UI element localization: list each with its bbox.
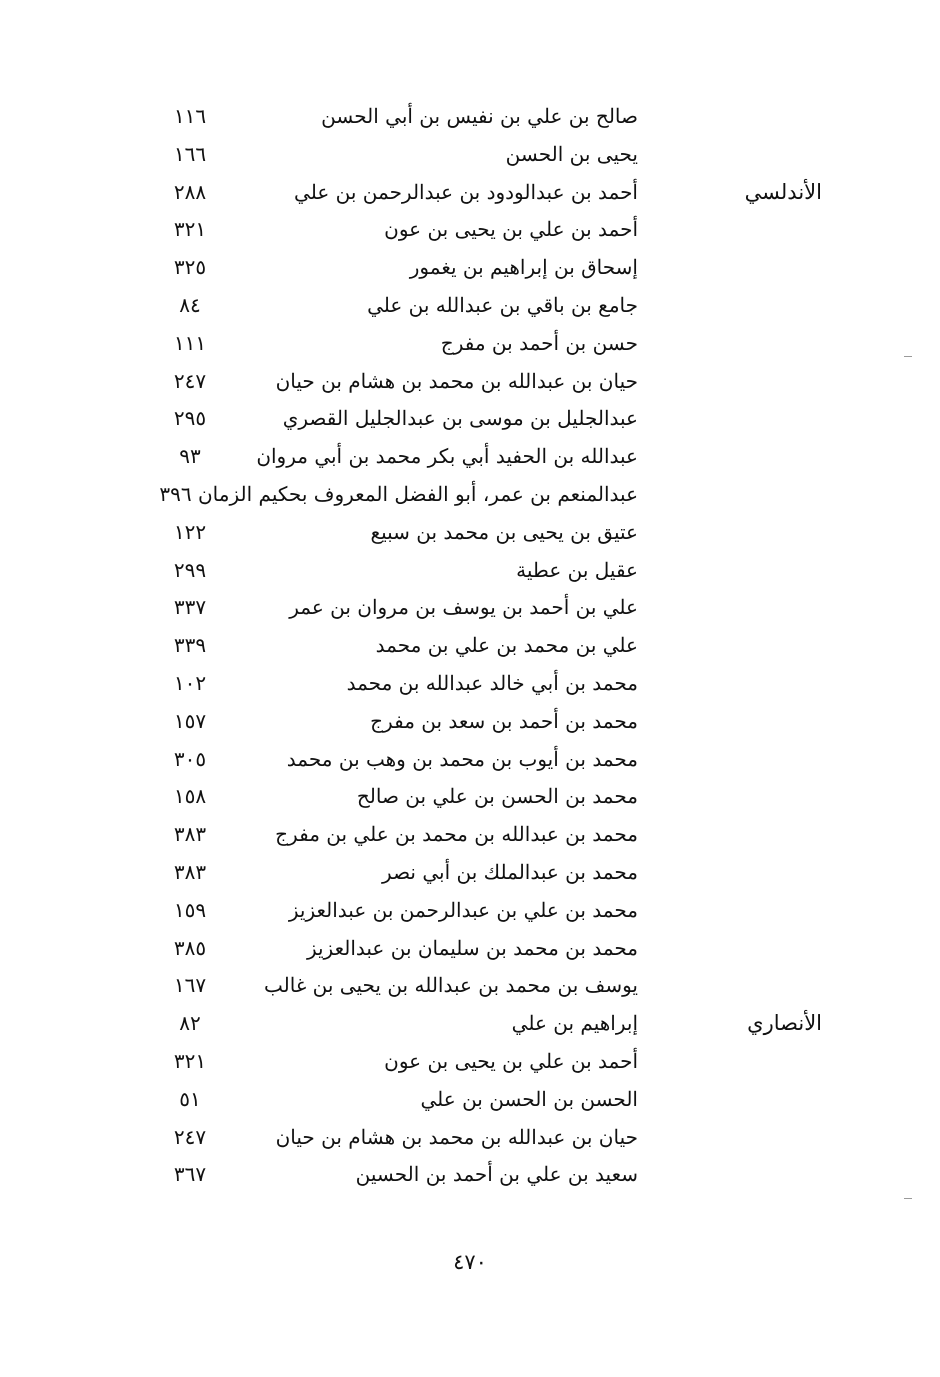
index-row	[0, 98, 940, 136]
page-reference: ٢٤٧	[173, 1124, 207, 1149]
index-row	[0, 1043, 940, 1081]
nisba-heading: الأنصاري	[747, 1011, 822, 1036]
page-reference: ٣٢٥	[173, 255, 207, 280]
index-row	[0, 589, 940, 627]
entry-name: عبدالله بن الحفيد أبي بكر محمد بن أبي مروان	[256, 444, 638, 469]
entry-name: إبراهيم بن علي	[511, 1011, 638, 1036]
index-row	[0, 363, 940, 401]
index-row	[0, 1081, 940, 1119]
page-reference: ٥١	[179, 1086, 201, 1111]
entry-name: حيان بن عبدالله بن محمد بن هشام بن حيان	[275, 368, 638, 393]
index-row	[0, 627, 940, 665]
page-reference: ٢٨٨	[173, 179, 207, 204]
page-reference: ١١٦	[173, 104, 207, 128]
index-row	[0, 703, 940, 741]
entry-name: عتيق بن يحيى بن محمد بن سبيع	[370, 519, 638, 544]
margin-mark	[904, 1198, 912, 1199]
page-reference: ٣٨٥	[173, 935, 207, 960]
page-reference: ١٦٦	[173, 141, 207, 166]
page-reference: ١٥٧	[173, 708, 207, 733]
entry-name: حيان بن عبدالله بن محمد بن هشام بن حيان	[275, 1124, 638, 1149]
index-row	[0, 400, 940, 438]
index-row	[0, 325, 940, 363]
entry-name: عبدالمنعم بن عمر، أبو الفضل المعروف بحكيم الزمان ٣٩٦	[159, 481, 638, 506]
page-reference: ٣٦٧	[173, 1162, 207, 1187]
page-reference: ٩٣	[179, 444, 201, 469]
page-reference: ١٢٢	[173, 519, 207, 544]
page-reference: ٨٤	[179, 292, 201, 317]
index-row	[0, 174, 940, 212]
index-row	[0, 741, 940, 779]
index-row	[0, 1005, 940, 1043]
page-reference: ٨٢	[179, 1011, 201, 1036]
entry-name: الحسن بن الحسن بن علي	[420, 1086, 638, 1111]
entry-name: أحمد بن عبدالودود بن عبدالرحمن بن علي	[294, 179, 638, 204]
entry-name: يحيى بن الحسن	[505, 141, 638, 166]
page-reference: ٣٢١	[173, 217, 207, 242]
index-row	[0, 514, 940, 552]
entry-name: عبدالجليل بن موسى بن عبدالجليل القصري	[282, 406, 638, 431]
page-reference: ٣٢١	[173, 1048, 207, 1073]
page-reference: ٣٠٥	[173, 746, 207, 771]
entry-name: عقيل بن عطية	[516, 557, 638, 582]
entry-name: أحمد بن علي بن يحيى بن عون	[384, 217, 638, 242]
entry-name: محمد بن أيوب بن محمد بن وهب بن محمد	[286, 746, 638, 771]
entry-name: حسن بن أحمد بن مفرج	[440, 330, 638, 355]
page-reference: ١٥٨	[173, 784, 207, 809]
entry-name: صالح بن علي بن نفيس بن أبي الحسن	[321, 104, 638, 128]
index-row	[0, 1156, 940, 1194]
entry-name: جامع بن باقي بن عبدالله بن علي	[367, 292, 638, 317]
entry-name: محمد بن الحسن بن علي بن صالح	[356, 784, 638, 809]
index-row	[0, 967, 940, 1005]
entry-name: محمد بن عبدالملك بن أبي نصر	[382, 859, 638, 884]
entry-name: إسحاق بن إبراهيم بن يغمور	[409, 255, 638, 280]
index-row	[0, 249, 940, 287]
page-reference: ١١١	[173, 330, 207, 355]
entry-name: محمد بن أبي خالد عبدالله بن محمد	[346, 670, 638, 695]
page-reference: ٣٨٣	[173, 822, 207, 847]
entry-name: علي بن أحمد بن يوسف بن مروان بن عمر	[289, 595, 638, 620]
entry-name: محمد بن أحمد بن سعد بن مفرج	[370, 708, 638, 733]
index-row	[0, 930, 940, 968]
index-row	[0, 136, 940, 174]
page-reference: ٣٣٩	[173, 633, 207, 658]
index-row	[0, 816, 940, 854]
index-entries	[0, 98, 940, 1194]
entry-name: علي بن محمد بن علي بن محمد	[375, 633, 638, 658]
nisba-heading: الأندلسي	[744, 179, 822, 204]
entry-name: سعيد بن علي بن أحمد بن الحسين	[355, 1162, 638, 1187]
index-row	[0, 892, 940, 930]
index-row	[0, 287, 940, 325]
page-reference: ٢٩٩	[173, 557, 207, 582]
entry-name: محمد بن محمد بن سليمان بن عبدالعزيز	[306, 935, 638, 960]
index-row	[0, 438, 940, 476]
index-row	[0, 1119, 940, 1157]
index-row	[0, 778, 940, 816]
index-row	[0, 211, 940, 249]
page-number: ٤٧٠	[453, 1250, 487, 1274]
page-reference: ١٥٩	[173, 897, 207, 922]
index-row	[0, 665, 940, 703]
page-reference: ١٦٧	[173, 973, 207, 998]
page-reference: ٢٩٥	[173, 406, 207, 431]
index-row	[0, 476, 940, 514]
page-reference: ٣٣٧	[173, 595, 207, 620]
margin-mark	[904, 356, 912, 357]
entry-name: محمد بن عبدالله بن محمد بن علي بن مفرج	[275, 822, 638, 847]
entry-name: محمد بن علي بن عبدالرحمن بن عبدالعزيز	[288, 897, 638, 922]
page-reference: ٢٤٧	[173, 368, 207, 393]
page-reference: ١٠٢	[173, 670, 207, 695]
entry-name: أحمد بن علي بن يحيى بن عون	[384, 1048, 638, 1073]
index-row	[0, 854, 940, 892]
page-reference: ٣٨٣	[173, 859, 207, 884]
index-row	[0, 552, 940, 590]
entry-name: يوسف بن محمد بن عبدالله بن يحيى بن غالب	[264, 973, 638, 998]
